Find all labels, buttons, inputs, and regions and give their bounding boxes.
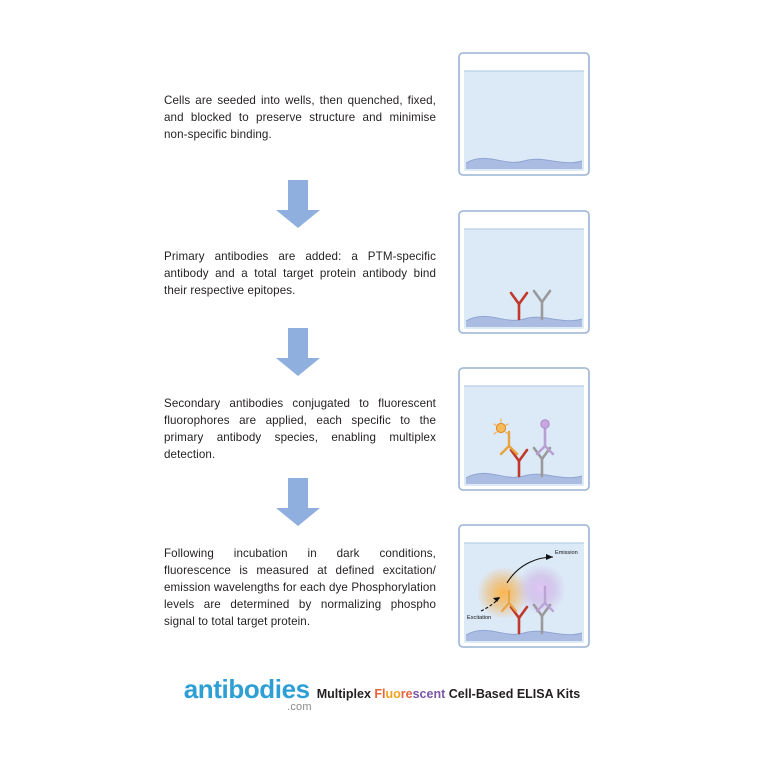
tagline-uo: uo [385, 686, 401, 701]
well-illustration-seeded-cells [457, 51, 591, 177]
down-arrow-icon [276, 328, 320, 376]
antibodies-logo [183, 674, 312, 713]
tagline-re: re [400, 686, 413, 701]
footer-branding [0, 674, 764, 713]
down-arrow-icon [276, 180, 320, 228]
footer-tagline [317, 688, 581, 703]
down-arrow-icon [276, 478, 320, 526]
brand-suffix: .com [287, 701, 312, 713]
step-description-3: Secondary antibodies conjugated to fluorescent fluorophores are applied, each specific to the primary antibody species, enabling multiplex detection. [164, 397, 436, 461]
step-description-2: Primary antibodies are added: a PTM-specific antibody and a total target protein antibody bind their respective epitopes. [164, 250, 436, 297]
tagline-fl: Fl [374, 686, 386, 701]
brand-name: antibodies [183, 674, 310, 704]
well-illustration-secondary-antibodies [457, 366, 591, 492]
well-illustration-primary-antibodies [457, 209, 591, 335]
svg-text:Emission: Emission [555, 550, 578, 556]
tagline-scent: scent [412, 686, 446, 701]
svg-text:Excitation: Excitation [467, 615, 492, 621]
tagline-lead: Multiplex [316, 686, 375, 701]
tagline-tail: Cell-Based ELISA Kits [445, 686, 581, 701]
step-description-4: Following incubation in dark conditions, fluorescence is measured at defined excitation/ emission wavelengths for each dye Phosphorylation levels are determined by normalizing phospho signal to total target protein. [164, 547, 436, 628]
step-description-1: Cells are seeded into wells, then quenched, fixed, and blocked to preserve structure and minimise non-specific binding. [164, 94, 436, 141]
well-illustration-fluorescence-readout [457, 523, 591, 649]
